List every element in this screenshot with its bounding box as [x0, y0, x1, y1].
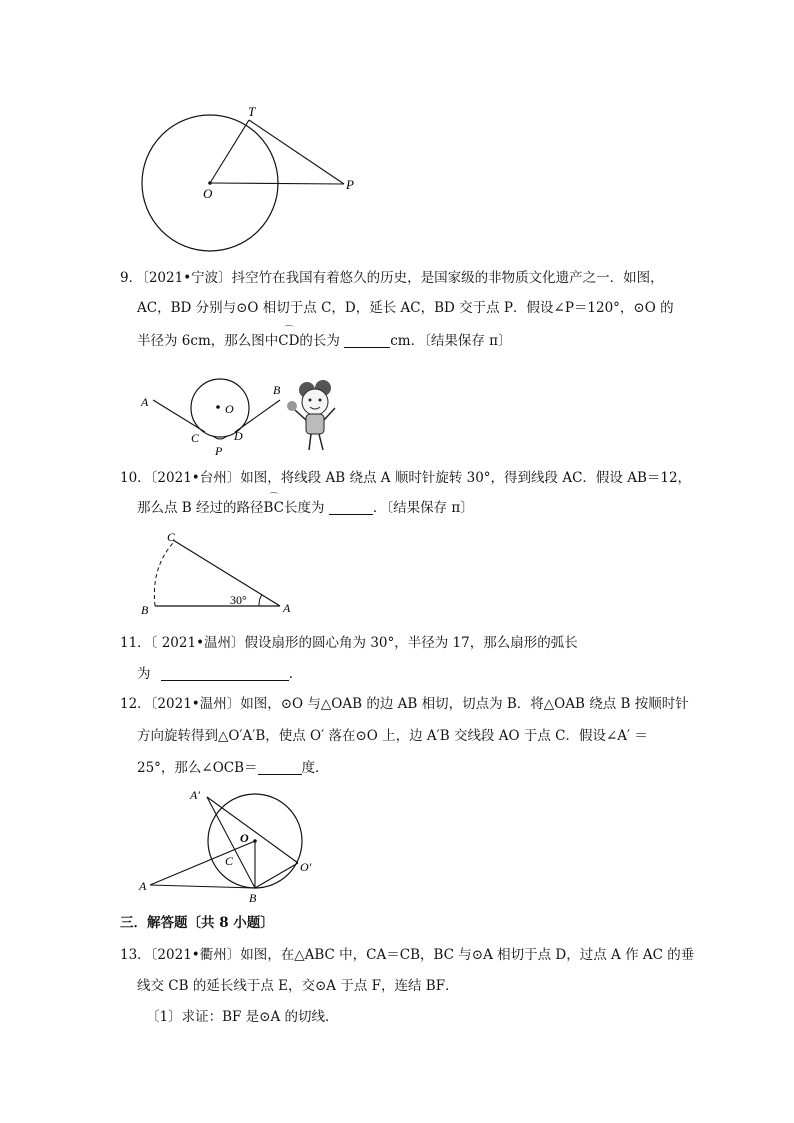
- q12-line2: 方向旋转得到△O′A′B，使点 O′ 落在⊙O 上，边 A′B 交线段 AO 于点 C．假设∠A′ ＝: [137, 728, 648, 744]
- q13-line1: 13．〔2021•衢州〕如图，在△ABC 中，CA＝CB，BC 与⊙A 相切于点 D，过点 A 作 AC 的垂: [120, 947, 695, 963]
- figure-q9-diabolo: [135, 370, 365, 460]
- center-dot: [216, 405, 220, 409]
- q9-line3: [137, 331, 511, 351]
- segment-a1o1: [207, 797, 298, 863]
- figure-q12-rotation: [135, 785, 325, 910]
- label-p: P: [346, 177, 354, 192]
- q10-line1: 10．〔2021•台州〕如图，将线段 AB 绕点 A 顺时针旋转 30°，得到线段 AC．假设 AB＝12，: [120, 470, 692, 486]
- q9-line2: AC，BD 分别与⊙O 相切于点 C，D，延长 AC，BD 交于点 P．假设∠P＝120°，⊙O 的: [137, 300, 674, 316]
- string-pb: [235, 400, 280, 432]
- segment-op: [210, 183, 344, 184]
- q10-line2c: ．〔结果保存 π〕: [372, 500, 474, 516]
- label-c: C: [191, 431, 200, 445]
- arc-bc: ⌒ BC: [264, 498, 285, 518]
- q9-line3a: 半径为 6cm，那么图中: [137, 333, 279, 349]
- q13-line3: 〔1〕求证：BF 是⊙A 的切线．: [146, 1009, 339, 1025]
- q9-line3c: cm．〔结果保存 π〕: [390, 333, 512, 349]
- figure-q10-rotation: [135, 528, 305, 618]
- q11-line2: [137, 664, 302, 684]
- q12-line3: [137, 758, 329, 778]
- label-o: O: [225, 402, 234, 416]
- label-o: O: [203, 186, 213, 201]
- label-b: B: [273, 383, 281, 397]
- q12-line3a: 25°，那么∠OCB＝: [137, 760, 258, 776]
- segment-ac: [173, 540, 280, 606]
- arc-cd: ⌒ CD: [278, 331, 299, 351]
- q10-line2b: 长度为: [284, 500, 325, 516]
- label-angle: 30°: [230, 593, 247, 607]
- label-a: A: [139, 879, 147, 893]
- label-a1: A′: [190, 788, 200, 802]
- q10-line2a: 那么点 B 经过的路径: [137, 500, 264, 516]
- segment-tp: [249, 120, 344, 184]
- center-dot: [208, 181, 212, 185]
- q12-answer-blank[interactable]: [258, 760, 302, 775]
- label-b: B: [249, 891, 257, 905]
- string-ap: [153, 400, 205, 432]
- q12-line1: 12．〔2021•温州〕如图，⊙O 与△OAB 的边 AB 相切，切点为 B．将△OAB 绕点 B 按顺时针: [120, 696, 689, 712]
- q10-line2: [137, 498, 474, 518]
- segment-ot: [210, 120, 249, 183]
- q12-line3b: 度．: [301, 760, 329, 776]
- label-c: C: [225, 854, 234, 868]
- segment-ao: [150, 841, 255, 885]
- q10-answer-blank[interactable]: [329, 500, 373, 515]
- q9-answer-blank[interactable]: [344, 333, 390, 348]
- label-o: O: [240, 831, 249, 845]
- q11-line1: 11．〔 2021•温州〕假设扇形的圆心角为 30°，半径为 17，那么扇形的弧长: [120, 635, 578, 651]
- arc-bc-dashed: [154, 543, 173, 606]
- label-p: P: [215, 444, 223, 458]
- label-a: A: [141, 395, 149, 409]
- q9-line1: 9．〔2021•宁波〕抖空竹在我国有着悠久的历史，是国家级的非物质文化遗产之一．如图，: [120, 270, 664, 286]
- angle-arc: [259, 595, 262, 606]
- segment-o1b: [255, 863, 298, 888]
- q11-line2-start: 为: [137, 666, 151, 682]
- figure-q8-circle-tangent: [130, 100, 370, 260]
- section-title-answers: 三．解答题〔共 8 小题〕: [120, 915, 274, 931]
- label-t: T: [248, 104, 256, 119]
- label-a: A: [283, 601, 291, 615]
- center-dot: [253, 839, 257, 843]
- q9-line3b: 的长为: [299, 333, 340, 349]
- q11-line2-end: ．: [288, 666, 303, 682]
- q11-answer-blank[interactable]: [161, 666, 289, 681]
- label-d: D: [234, 429, 243, 443]
- label-b: B: [141, 603, 149, 617]
- label-c: C: [167, 530, 176, 544]
- q13-line2: 线交 CB 的延长线于点 E，交⊙A 于点 F，连结 BF．: [137, 978, 459, 994]
- cartoon-child-illustration: [287, 380, 335, 450]
- label-o1: O′: [300, 860, 312, 874]
